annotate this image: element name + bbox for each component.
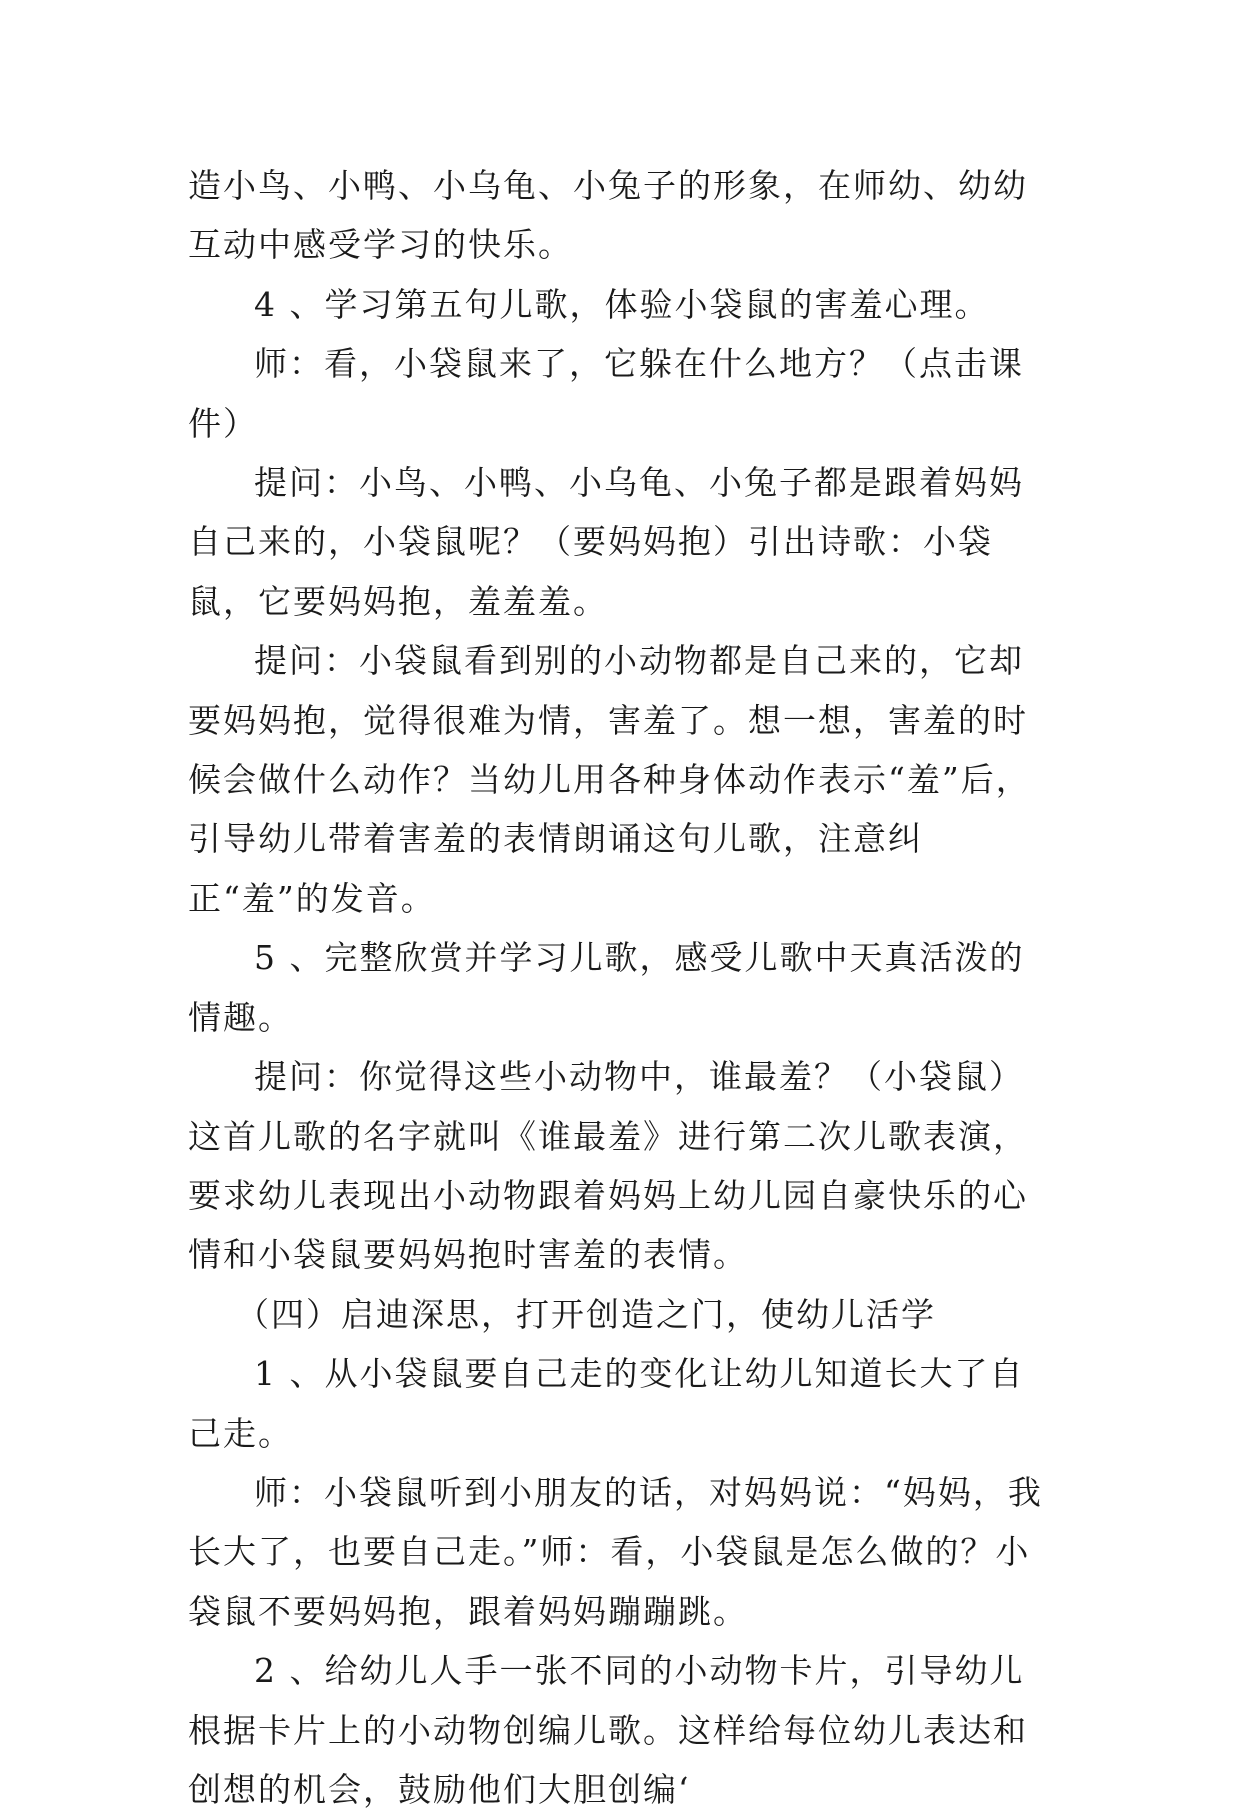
paragraph-1: 造小鸟、小鸭、小乌龟、小兔子的形象，在师幼、幼幼互动中感受学习的快乐。 (188, 166, 1028, 265)
paragraph-6: 5 、完整欣赏并学习儿歌，感受儿歌中天真活泼的情趣。 (188, 938, 1025, 1037)
paragraph-3: 师：看，小袋鼠来了，它躲在什么地方？（点击课件） (188, 344, 1024, 443)
paragraph-4: 提问：小鸟、小鸭、小乌龟、小兔子都是跟着妈妈自己来的，小袋鼠呢？（要妈妈抱）引出诗歌：小袋鼠，它要妈妈抱，羞羞羞。 (188, 463, 1024, 621)
section-heading: （四）启迪深思，打开创造之门，使幼儿活学 (236, 1294, 936, 1334)
paragraph-11: 2 、给幼儿人手一张不同的小动物卡片，引导幼儿根据卡片上的小动物创编儿歌。这样给每位幼儿表达和创想的机会，鼓励他们大胆创编‘ (188, 1651, 1028, 1809)
paragraph-9: 1 、从小袋鼠要自己走的变化让幼儿知道长大了自己走。 (188, 1354, 1025, 1453)
body-text (188, 156, 1058, 1819)
paragraph-7: 提问：你觉得这些小动物中，谁最羞？（小袋鼠）这首儿歌的名字就叫《谁最羞》进行第二次儿歌表演，要求幼儿表现出小动物跟着妈妈上幼儿园自豪快乐的心情和小袋鼠要妈妈抱时害羞的表情。 (188, 1057, 1028, 1275)
paragraph-5: 提问：小袋鼠看到别的小动物都是自己来的，它却要妈妈抱，觉得很难为情，害羞了。想一想，害羞的时候会做什么动作？当幼儿用各种身体动作表示“羞”后，引导幼儿带着害羞的表情朗诵这句儿歌，注意纠正“羞”的发音。 (188, 641, 1031, 918)
paragraph-10: 师：小袋鼠听到小朋友的话，对妈妈说：“妈妈，我长大了，也要自己走。”师：看，小袋鼠是怎么做的？小袋鼠不要妈妈抱，跟着妈妈蹦蹦跳。 (188, 1472, 1043, 1631)
paragraph-2: 4 、学习第五句儿歌，体验小袋鼠的害羞心理。 (254, 284, 990, 324)
